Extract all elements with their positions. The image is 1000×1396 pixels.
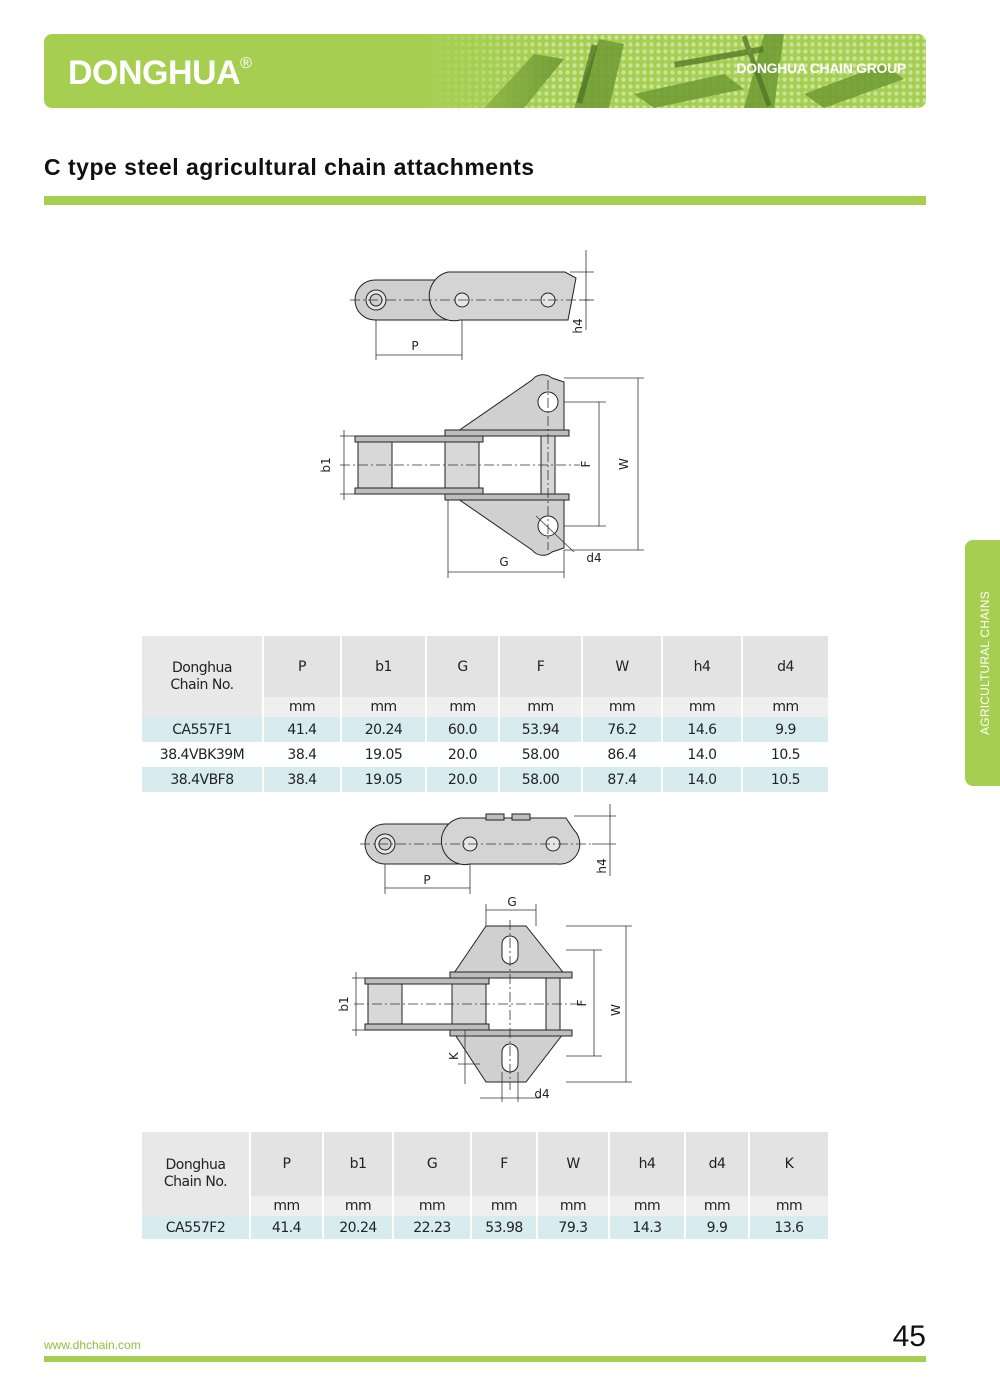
cell: 87.4 — [582, 767, 662, 792]
title-divider — [44, 196, 926, 205]
dim-label-g: G — [507, 895, 517, 909]
spec-table-1 — [142, 636, 828, 792]
dim-label-w: W — [617, 458, 631, 470]
dim-label-w: W — [609, 1004, 623, 1016]
cell: 53.94 — [499, 717, 582, 742]
cell: 60.0 — [426, 717, 499, 742]
cell: 38.4 — [263, 767, 341, 792]
unit-cell: mm — [685, 1196, 749, 1216]
dim-label-d4: d4 — [534, 1087, 550, 1101]
col-header-p: P — [263, 636, 341, 697]
plate-edge — [450, 1030, 572, 1036]
col-header-w: W — [537, 1132, 609, 1196]
unit-cell: mm — [537, 1196, 609, 1216]
plate-edge — [445, 494, 569, 500]
cell: 20.0 — [426, 767, 499, 792]
table-row — [142, 717, 828, 742]
dim-label-b1: b1 — [319, 457, 333, 473]
cell: 58.00 — [499, 742, 582, 767]
col-header-p: P — [250, 1132, 323, 1196]
footer-divider — [44, 1356, 926, 1362]
cell: 14.6 — [662, 717, 742, 742]
cell: 14.3 — [609, 1216, 685, 1239]
dim-label-p: P — [411, 339, 419, 353]
col-header-d4: d4 — [742, 636, 828, 697]
dim-label-f: F — [575, 999, 589, 1007]
cell: 20.24 — [341, 717, 426, 742]
plate-edge — [445, 430, 569, 436]
cell: 14.0 — [662, 767, 742, 792]
plate-edge — [450, 972, 572, 978]
table-row — [142, 742, 828, 767]
unit-cell: mm — [582, 697, 662, 717]
section-side-tab[interactable]: AGRICULTURAL CHAINS — [965, 540, 1000, 786]
dim-label-b1: b1 — [337, 996, 351, 1012]
side-plate-lower — [355, 488, 483, 494]
cell: 19.05 — [341, 742, 426, 767]
unit-cell: mm — [471, 1196, 537, 1216]
col-header-h4: h4 — [662, 636, 742, 697]
page-number: 45 — [892, 1320, 926, 1353]
cell: 20.0 — [426, 742, 499, 767]
table-row — [142, 1216, 828, 1239]
brand-logo: DONGHUA® — [68, 54, 252, 92]
unit-cell: mm — [742, 697, 828, 717]
side-plate-lower — [365, 1024, 489, 1030]
spec-table-2 — [142, 1132, 828, 1239]
col-header-b1: b1 — [341, 636, 426, 697]
dim-label-k: K — [447, 1052, 461, 1060]
cell: 41.4 — [263, 717, 341, 742]
side-plate-upper — [365, 978, 489, 984]
cell: 10.5 — [742, 767, 828, 792]
col-header-w: W — [582, 636, 662, 697]
dim-label-h4: h4 — [571, 318, 585, 334]
cell: 38.4 — [263, 742, 341, 767]
cell: 19.05 — [341, 767, 426, 792]
unit-cell: mm — [323, 1196, 393, 1216]
cell: 79.3 — [537, 1216, 609, 1239]
unit-cell: mm — [263, 697, 341, 717]
unit-cell: mm — [393, 1196, 471, 1216]
col-header-g: G — [426, 636, 499, 697]
drawing-ca557f1 — [300, 240, 660, 580]
col-header-g: G — [393, 1132, 471, 1196]
cell-chain-no: CA557F1 — [142, 717, 263, 742]
header-banner — [44, 34, 926, 108]
group-name: DONGHUA CHAIN GROUP — [736, 60, 906, 76]
cell: 53.98 — [471, 1216, 537, 1239]
cell: 41.4 — [250, 1216, 323, 1239]
cell: 86.4 — [582, 742, 662, 767]
cell: 10.5 — [742, 742, 828, 767]
plate-lug — [512, 814, 530, 820]
cell: 13.6 — [749, 1216, 828, 1239]
unit-cell: mm — [749, 1196, 828, 1216]
unit-cell: mm — [609, 1196, 685, 1216]
col-header-h4: h4 — [609, 1132, 685, 1196]
cell: 9.9 — [742, 717, 828, 742]
col-header-f: F — [499, 636, 582, 697]
plate-lug — [486, 814, 504, 820]
side-plate-upper — [355, 436, 483, 442]
col-header-d4: d4 — [685, 1132, 749, 1196]
cell-chain-no: 38.4VBF8 — [142, 767, 263, 792]
unit-cell: mm — [250, 1196, 323, 1216]
col-header-b1: b1 — [323, 1132, 393, 1196]
col-header-f: F — [471, 1132, 537, 1196]
unit-cell: mm — [426, 697, 499, 717]
cell: 20.24 — [323, 1216, 393, 1239]
unit-cell: mm — [341, 697, 426, 717]
cell: 58.00 — [499, 767, 582, 792]
cell: 22.23 — [393, 1216, 471, 1239]
col-header-chain-no: Donghua Chain No. — [142, 636, 263, 717]
cell: 9.9 — [685, 1216, 749, 1239]
website-link[interactable]: www.dhchain.com — [44, 1338, 141, 1352]
col-header-k: K — [749, 1132, 828, 1196]
table-row — [142, 767, 828, 792]
cell-chain-no: 38.4VBK39M — [142, 742, 263, 767]
page-title: C type steel agricultural chain attachments — [44, 154, 535, 180]
col-header-chain-no: Donghua Chain No. — [142, 1132, 250, 1216]
dim-label-d4: d4 — [586, 551, 602, 565]
unit-cell: mm — [499, 697, 582, 717]
dim-label-h4: h4 — [595, 858, 609, 874]
dim-label-p: P — [423, 873, 431, 887]
cell: 76.2 — [582, 717, 662, 742]
cell: 14.0 — [662, 742, 742, 767]
dim-label-f: F — [579, 460, 593, 468]
unit-cell: mm — [662, 697, 742, 717]
dim-label-g: G — [499, 555, 509, 569]
cell-chain-no: CA557F2 — [142, 1216, 250, 1239]
drawing-ca557f2 — [330, 800, 650, 1110]
